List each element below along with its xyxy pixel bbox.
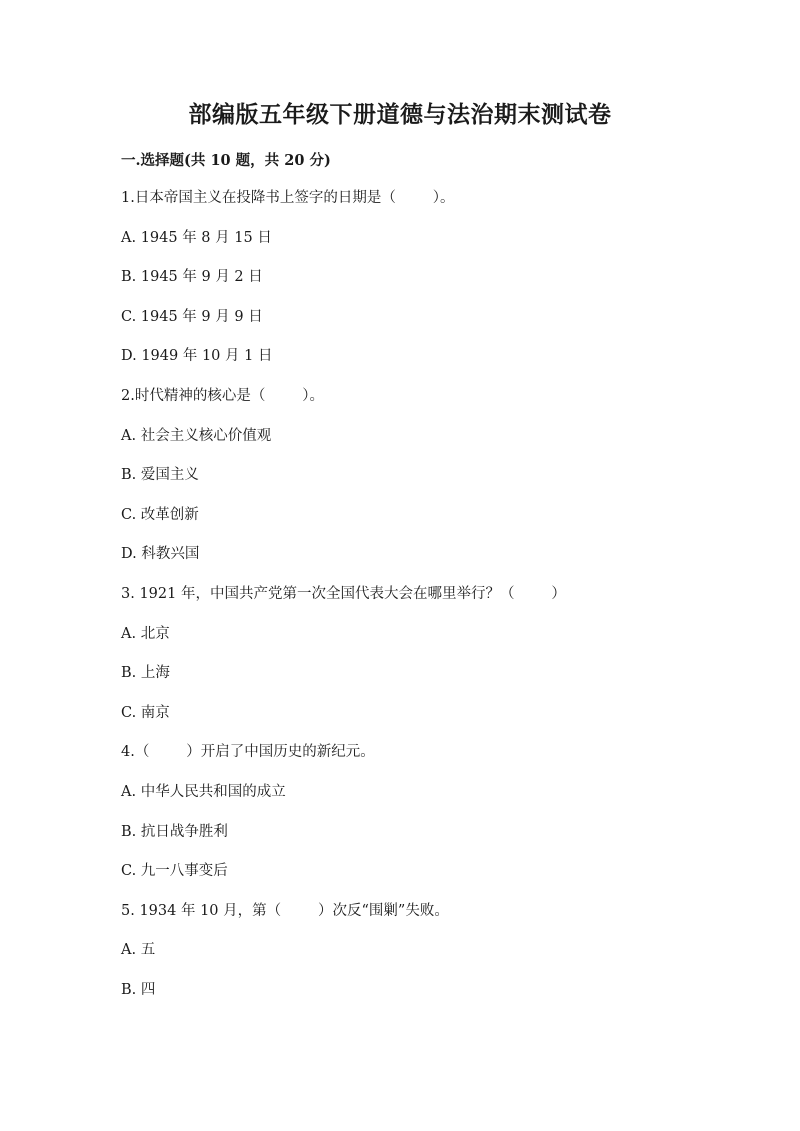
question-4-stem: 4.（ ）开启了中国历史的新纪元。 — [121, 744, 375, 760]
question-2-option-d: D. 科教兴国 — [121, 546, 200, 562]
question-1-option-d: D. 1949 年 10 月 1 日 — [121, 348, 273, 364]
question-3-stem: 3. 1921 年，中国共产党第一次全国代表大会在哪里举行？（ ） — [121, 586, 566, 602]
question-2-stem: 2.时代精神的核心是（ ）。 — [121, 388, 324, 404]
question-1-option-a: A. 1945 年 8 月 15 日 — [121, 230, 272, 246]
section-heading: 一.选择题(共 10 题，共 20 分) — [121, 152, 331, 169]
question-4-option-c: C. 九一八事变后 — [121, 863, 228, 879]
question-5-option-a: A. 五 — [121, 942, 156, 958]
question-2-option-c: C. 改革创新 — [121, 507, 199, 523]
question-1-option-c: C. 1945 年 9 月 9 日 — [121, 309, 263, 325]
question-3-option-c: C. 南京 — [121, 705, 170, 721]
question-4-option-a: A. 中华人民共和国的成立 — [121, 784, 286, 800]
question-1-stem: 1.日本帝国主义在投降书上签字的日期是（ ）。 — [121, 190, 455, 206]
question-2-option-b: B. 爱国主义 — [121, 467, 199, 483]
question-5-option-b: B. 四 — [121, 982, 156, 998]
question-3-option-a: A. 北京 — [121, 626, 170, 642]
question-2-option-a: A. 社会主义核心价值观 — [121, 428, 272, 444]
question-1-option-b: B. 1945 年 9 月 2 日 — [121, 269, 263, 285]
question-3-option-b: B. 上海 — [121, 665, 170, 681]
page-title: 部编版五年级下册道德与法治期末测试卷 — [188, 101, 612, 128]
question-5-stem: 5. 1934 年 10 月，第（ ）次反“围剿”失败。 — [121, 903, 449, 919]
question-4-option-b: B. 抗日战争胜利 — [121, 824, 228, 840]
